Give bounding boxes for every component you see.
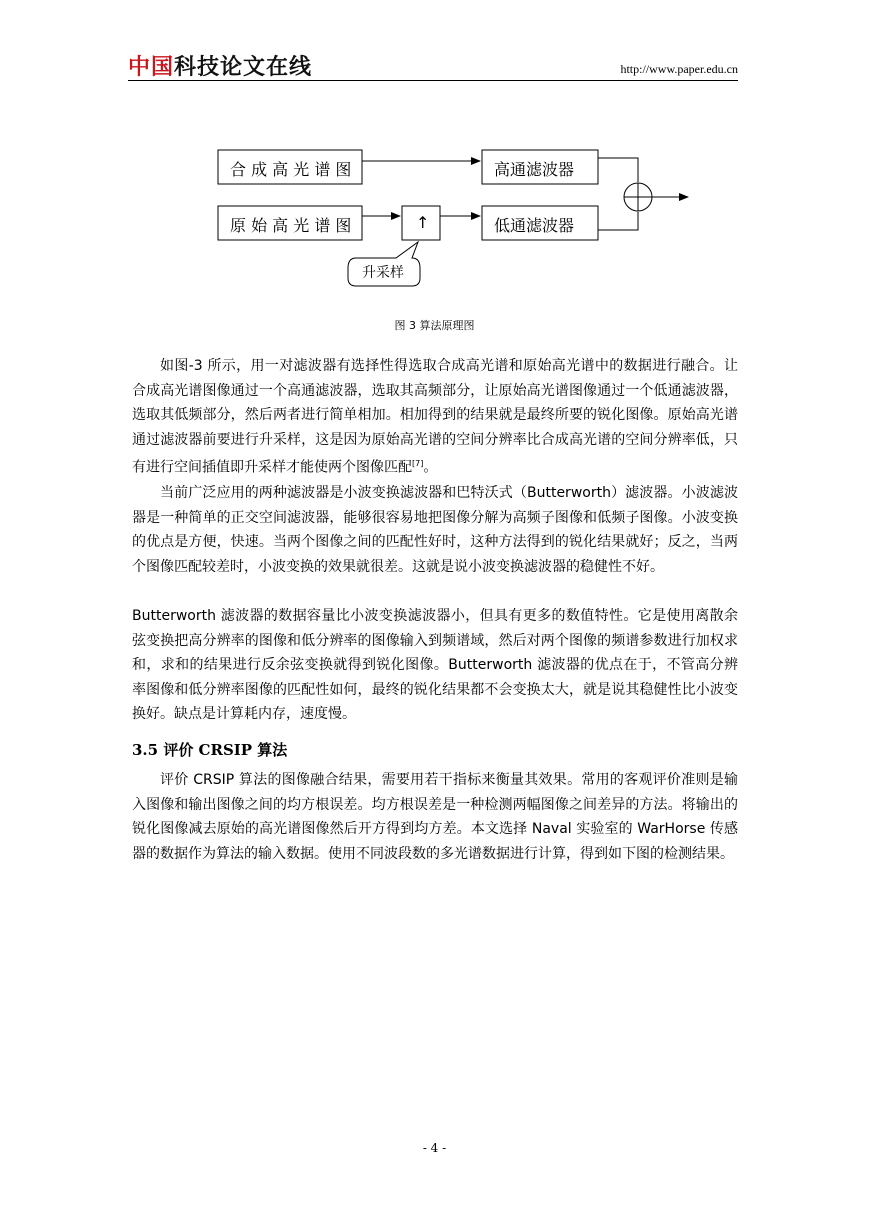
paragraph-1-end: 。 (423, 459, 438, 476)
box-synth-label: 合 成 高 光 谱 图 (230, 160, 352, 179)
paragraph-2: 当前广泛应用的两种滤波器是小波变换滤波器和巴特沃式（Butterworth）滤波器。小波滤波器是一种简单的正交空间滤波器，能够很容易地把图像分解为高频子图像和低频子图像。小波变换的优点是方便，快速。当两个图像之间的匹配性好时，这种方法得到的锐化结果就好；反之，当两个图像匹配较差时，小波变换的效果就很差。这就是说小波变换滤波器的稳健性不好。 (132, 485, 738, 575)
box-orig-label: 原 始 高 光 谱 图 (230, 216, 352, 235)
algorithm-diagram (200, 140, 700, 300)
header-url[interactable]: http://www.paper.edu.cn (620, 62, 738, 76)
header-rule (128, 80, 738, 81)
paragraph-3: Butterworth 滤波器的数据容量比小波变换滤波器小，但具有更多的数值特性。它是使用离散余弦变换把高分辨率的图像和低分辨率的图像输入到频谱域，然后对两个图像的频谱参数进行加权求和，求和的结果进行反余弦变换就得到锐化图像。Butterworth 滤波器的优点在于，不管高分辨率图像和低分辨率图像的匹配性如何，最终的锐化结果都不会变换太大，就是说其稳健性比小波变换好。缺点是计算耗内存，速度慢。 (132, 608, 738, 722)
line-lowpass-sum (598, 212, 638, 230)
logo-red-text: 中国 (128, 55, 175, 80)
line-highpass-sum (598, 158, 638, 182)
page-number: - 4 - (422, 1141, 447, 1155)
journal-logo (128, 50, 312, 80)
figure-caption: 图 3 算法原理图 (394, 319, 475, 332)
callout-label: 升采样 (362, 265, 404, 281)
box-highpass-label: 高通滤波器 (494, 160, 575, 179)
box-lowpass-label: 低通滤波器 (494, 216, 575, 235)
paragraph-4: 评价 CRSIP 算法的图像融合结果，需要用若干指标来衡量其效果。常用的客观评价准则是输入图像和输出图像之间的均方根误差。均方根误差是一种检测两幅图像之间差异的方法。将输出的锐化图像减去原始的高光谱图像然后开方得到均方差。本文选择 Naval 实验室的 WarHorse 传感器的数据作为算法的输入数据。使用不同波段数的多光谱数据进行计算，得到如下图的检测结果。 (132, 772, 738, 862)
paragraph-1 (132, 354, 738, 480)
logo-black-text: 科技论文在线 (174, 55, 313, 80)
citation-ref: [7] (412, 459, 424, 468)
upsample-arrow-icon: ↑ (416, 213, 430, 232)
section-heading: 3.5 评价 CRSIP 算法 (132, 741, 288, 759)
paragraph-1-text: 如图-3 所示，用一对滤波器有选择性得选取合成高光谱和原始高光谱中的数据进行融合。让合成高光谱图像通过一个高通滤波器，选取其高频部分，让原始高光谱图像通过一个低通滤波器，选取其低频部分，然后两者进行简单相加。相加得到的结果就是最终所要的锐化图像。原始高光谱通过滤波器前要进行升采样，这是因为原始高光谱的空间分辨率比合成高光谱的空间分辨率低，只有进行空间插值即升采样才能使两个图像匹配 (132, 358, 738, 476)
